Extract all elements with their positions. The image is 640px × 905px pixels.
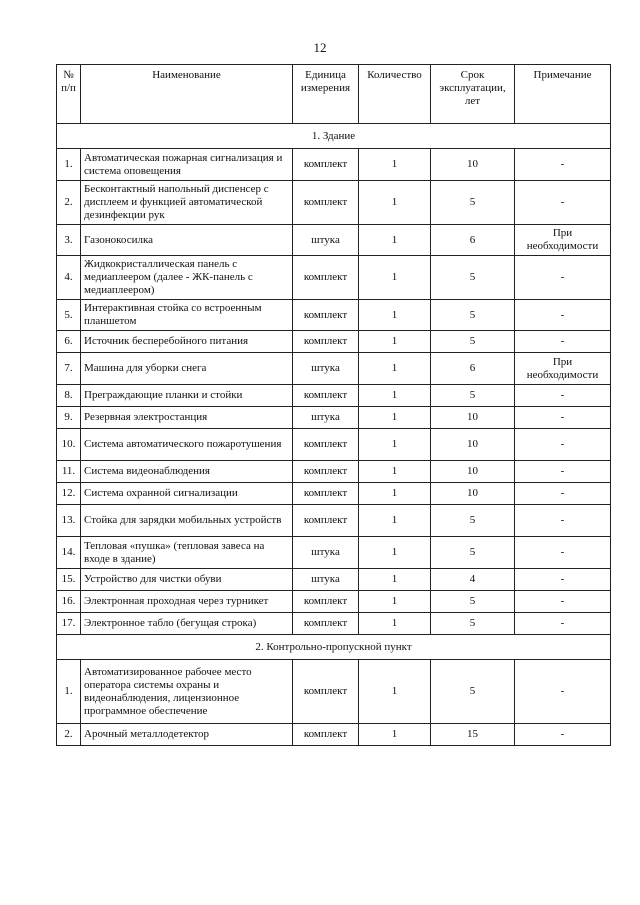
row-unit: комплект xyxy=(293,331,359,353)
row-name: Система автоматического пожаротушения xyxy=(81,429,293,461)
row-unit: комплект xyxy=(293,256,359,300)
row-quantity: 1 xyxy=(359,537,431,569)
row-note: При необходимости xyxy=(515,353,611,385)
table-row xyxy=(57,225,611,256)
row-note: - xyxy=(515,461,611,483)
table-row xyxy=(57,483,611,505)
row-note: - xyxy=(515,660,611,724)
row-unit: комплект xyxy=(293,149,359,181)
row-service-life: 5 xyxy=(431,505,515,537)
row-unit: комплект xyxy=(293,660,359,724)
row-note: - xyxy=(515,331,611,353)
row-number: 15. xyxy=(57,569,81,591)
row-quantity: 1 xyxy=(359,429,431,461)
row-note: - xyxy=(515,483,611,505)
table-row xyxy=(57,256,611,300)
table-row xyxy=(57,660,611,724)
table-row xyxy=(57,385,611,407)
row-number: 2. xyxy=(57,724,81,746)
table-row xyxy=(57,505,611,537)
row-quantity: 1 xyxy=(359,331,431,353)
table-header-row xyxy=(57,65,611,124)
table-row xyxy=(57,407,611,429)
row-name: Интерактивная стойка со встроенным планшетом xyxy=(81,300,293,331)
row-name: Электронное табло (бегущая строка) xyxy=(81,613,293,635)
row-quantity: 1 xyxy=(359,225,431,256)
row-quantity: 1 xyxy=(359,385,431,407)
row-service-life: 5 xyxy=(431,537,515,569)
row-number: 4. xyxy=(57,256,81,300)
section-header-row xyxy=(57,124,611,149)
row-service-life: 6 xyxy=(431,353,515,385)
row-quantity: 1 xyxy=(359,149,431,181)
row-note: - xyxy=(515,256,611,300)
table-row xyxy=(57,181,611,225)
row-name: Бесконтактный напольный диспенсер с дисплеем и функцией автоматической дезинфекции рук xyxy=(81,181,293,225)
table-row xyxy=(57,331,611,353)
row-note: - xyxy=(515,724,611,746)
row-quantity: 1 xyxy=(359,353,431,385)
row-name: Система охранной сигнализации xyxy=(81,483,293,505)
table-row xyxy=(57,300,611,331)
row-unit: штука xyxy=(293,353,359,385)
row-quantity: 1 xyxy=(359,569,431,591)
section-title: 2. Контрольно-пропускной пункт xyxy=(57,635,611,660)
row-name: Система видеонаблюдения xyxy=(81,461,293,483)
row-unit: комплект xyxy=(293,385,359,407)
table-row xyxy=(57,537,611,569)
table-row xyxy=(57,461,611,483)
row-name: Источник бесперебойного питания xyxy=(81,331,293,353)
row-service-life: 5 xyxy=(431,331,515,353)
header-note: Примечание xyxy=(515,65,611,124)
row-quantity: 1 xyxy=(359,724,431,746)
row-note: - xyxy=(515,429,611,461)
row-name: Устройство для чистки обуви xyxy=(81,569,293,591)
row-quantity: 1 xyxy=(359,613,431,635)
row-name: Машина для уборки снега xyxy=(81,353,293,385)
row-note: При необходимости xyxy=(515,225,611,256)
row-unit: комплект xyxy=(293,181,359,225)
row-note: - xyxy=(515,385,611,407)
row-quantity: 1 xyxy=(359,461,431,483)
row-note: - xyxy=(515,613,611,635)
row-number: 5. xyxy=(57,300,81,331)
row-service-life: 5 xyxy=(431,613,515,635)
row-name: Жидкокристаллическая панель с медиаплеером (далее - ЖК-панель с медиаплеером) xyxy=(81,256,293,300)
header-num: № п/п xyxy=(57,65,81,124)
row-number: 9. xyxy=(57,407,81,429)
row-name: Преграждающие планки и стойки xyxy=(81,385,293,407)
row-number: 8. xyxy=(57,385,81,407)
row-name: Автоматическая пожарная сигнализация и система оповещения xyxy=(81,149,293,181)
row-note: - xyxy=(515,181,611,225)
row-quantity: 1 xyxy=(359,591,431,613)
row-unit: комплект xyxy=(293,613,359,635)
row-name: Тепловая «пушка» (тепловая завеса на входе в здание) xyxy=(81,537,293,569)
table-row xyxy=(57,429,611,461)
row-service-life: 10 xyxy=(431,461,515,483)
row-quantity: 1 xyxy=(359,300,431,331)
row-service-life: 10 xyxy=(431,483,515,505)
row-service-life: 5 xyxy=(431,591,515,613)
row-quantity: 1 xyxy=(359,256,431,300)
row-name: Арочный металлодетектор xyxy=(81,724,293,746)
row-name: Автоматизированное рабочее место оператора системы охраны и видеонаблюдения, лицензионное программное обеспечение xyxy=(81,660,293,724)
row-unit: штука xyxy=(293,407,359,429)
row-service-life: 10 xyxy=(431,149,515,181)
row-unit: штука xyxy=(293,569,359,591)
row-number: 10. xyxy=(57,429,81,461)
row-note: - xyxy=(515,505,611,537)
row-note: - xyxy=(515,407,611,429)
row-note: - xyxy=(515,149,611,181)
row-note: - xyxy=(515,569,611,591)
row-unit: комплект xyxy=(293,461,359,483)
table-row xyxy=(57,591,611,613)
row-unit: комплект xyxy=(293,505,359,537)
row-service-life: 6 xyxy=(431,225,515,256)
row-quantity: 1 xyxy=(359,407,431,429)
table-row xyxy=(57,613,611,635)
row-number: 1. xyxy=(57,149,81,181)
row-service-life: 5 xyxy=(431,256,515,300)
row-name: Электронная проходная через турникет xyxy=(81,591,293,613)
table-row xyxy=(57,353,611,385)
row-number: 3. xyxy=(57,225,81,256)
row-number: 11. xyxy=(57,461,81,483)
row-unit: комплект xyxy=(293,429,359,461)
header-term: Срок эксплуатации, лет xyxy=(431,65,515,124)
table-body xyxy=(57,124,611,746)
row-unit: штука xyxy=(293,537,359,569)
row-number: 13. xyxy=(57,505,81,537)
equipment-table xyxy=(56,64,611,746)
row-unit: комплект xyxy=(293,591,359,613)
row-service-life: 5 xyxy=(431,300,515,331)
row-number: 1. xyxy=(57,660,81,724)
row-service-life: 5 xyxy=(431,660,515,724)
row-note: - xyxy=(515,537,611,569)
row-number: 7. xyxy=(57,353,81,385)
header-unit: Единица измерения xyxy=(293,65,359,124)
row-number: 17. xyxy=(57,613,81,635)
page-number: 12 xyxy=(313,40,327,55)
row-unit: штука xyxy=(293,225,359,256)
row-number: 2. xyxy=(57,181,81,225)
row-name: Стойка для зарядки мобильных устройств xyxy=(81,505,293,537)
row-service-life: 10 xyxy=(431,429,515,461)
row-quantity: 1 xyxy=(359,660,431,724)
table-row xyxy=(57,724,611,746)
row-unit: комплект xyxy=(293,300,359,331)
header-name: Наименование xyxy=(81,65,293,124)
section-header-row xyxy=(57,635,611,660)
row-unit: комплект xyxy=(293,483,359,505)
row-quantity: 1 xyxy=(359,505,431,537)
header-qty: Количество xyxy=(359,65,431,124)
row-service-life: 10 xyxy=(431,407,515,429)
row-number: 6. xyxy=(57,331,81,353)
row-service-life: 5 xyxy=(431,385,515,407)
row-note: - xyxy=(515,300,611,331)
row-quantity: 1 xyxy=(359,483,431,505)
section-title: 1. Здание xyxy=(57,124,611,149)
row-number: 16. xyxy=(57,591,81,613)
row-number: 14. xyxy=(57,537,81,569)
row-name: Резервная электростанция xyxy=(81,407,293,429)
table-row xyxy=(57,149,611,181)
row-note: - xyxy=(515,591,611,613)
row-quantity: 1 xyxy=(359,181,431,225)
row-service-life: 4 xyxy=(431,569,515,591)
row-unit: комплект xyxy=(293,724,359,746)
row-service-life: 5 xyxy=(431,181,515,225)
table-row xyxy=(57,569,611,591)
row-name: Газонокосилка xyxy=(81,225,293,256)
row-number: 12. xyxy=(57,483,81,505)
row-service-life: 15 xyxy=(431,724,515,746)
